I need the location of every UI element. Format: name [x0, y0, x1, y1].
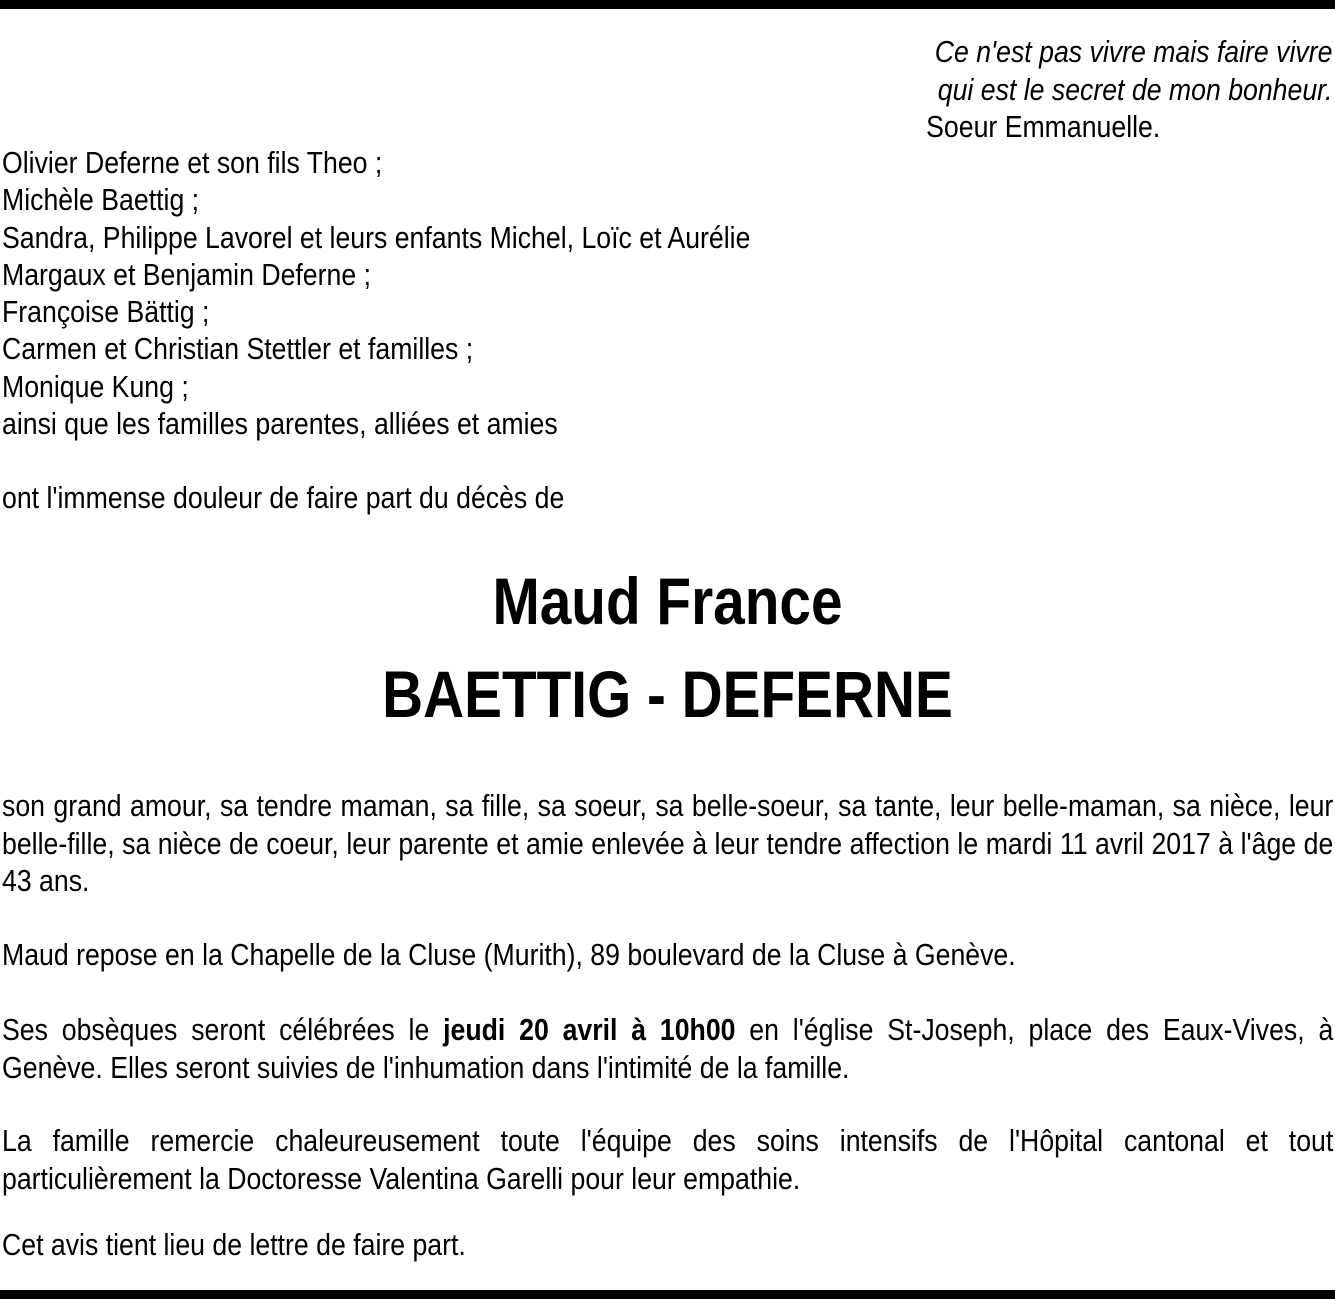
notice-paragraph: Cet avis tient lieu de lettre de faire part. [2, 1227, 466, 1262]
resting-place-paragraph: Maud repose en la Chapelle de la Cluse (Murith), 89 boulevard de la Cluse à Genève. [2, 937, 1016, 972]
top-border-rule [0, 0, 1335, 9]
family-list-item: Michèle Baettig ; [2, 182, 200, 218]
tribute-paragraph: son grand amour, sa tendre maman, sa fille, sa soeur, sa belle-soeur, sa tante, leur belle-maman, sa nièce, leur belle-fille, sa nièce de coeur, leur parente et amie enlevée à leur tendre affection le mardi 11 avril 2017 à l'âge de 43 ans. [2, 788, 1334, 898]
deceased-first-name: Maud France [492, 564, 843, 638]
deceased-last-name: BAETTIG - DEFERNE [382, 657, 953, 731]
family-list-item: Carmen et Christian Stettler et familles ; [2, 331, 474, 367]
quote-line: qui est le secret de mon bonheur. [937, 71, 1332, 107]
family-list-item: Olivier Deferne et son fils Theo ; [2, 145, 383, 180]
thanks-paragraph: La famille remercie chaleureusement toute l'équipe des soins intensifs de l'Hôpital cantonal et tout particulièrement la Doctoresse Valentina Garelli pour leur empathie. [2, 1123, 1334, 1196]
funeral-text-before: Ses obsèques seront célébrées le [2, 1012, 444, 1047]
bottom-border-rule [0, 1290, 1335, 1299]
funeral-date: jeudi 20 avril à 10h00 [443, 1012, 736, 1047]
family-list [2, 144, 750, 442]
funeral-paragraph [2, 1011, 1333, 1086]
family-list-item: ainsi que les familles parentes, alliées et amies [2, 406, 558, 442]
family-list-item: Monique Kung ; [2, 368, 189, 404]
family-list-item: Françoise Bättig ; [2, 294, 210, 330]
family-list-item: Sandra, Philippe Lavorel et leurs enfants Michel, Loïc et Aurélie [2, 219, 751, 255]
funeral-text-after: en l'église St-Joseph, place des Eaux-Vives, à Genève. Elles seront suivies de l'inhumation dans l'intimité de la famille. [2, 1012, 1334, 1085]
quote-author: Soeur Emmanuelle. [925, 109, 1160, 144]
announcement-intro: ont l'immense douleur de faire part du décès de [2, 480, 565, 515]
epigraph-quote [925, 33, 1332, 146]
quote-line: Ce n'est pas vivre mais faire vivre [934, 34, 1332, 69]
family-list-item: Margaux et Benjamin Deferne ; [2, 256, 371, 292]
deceased-name [0, 555, 1335, 741]
